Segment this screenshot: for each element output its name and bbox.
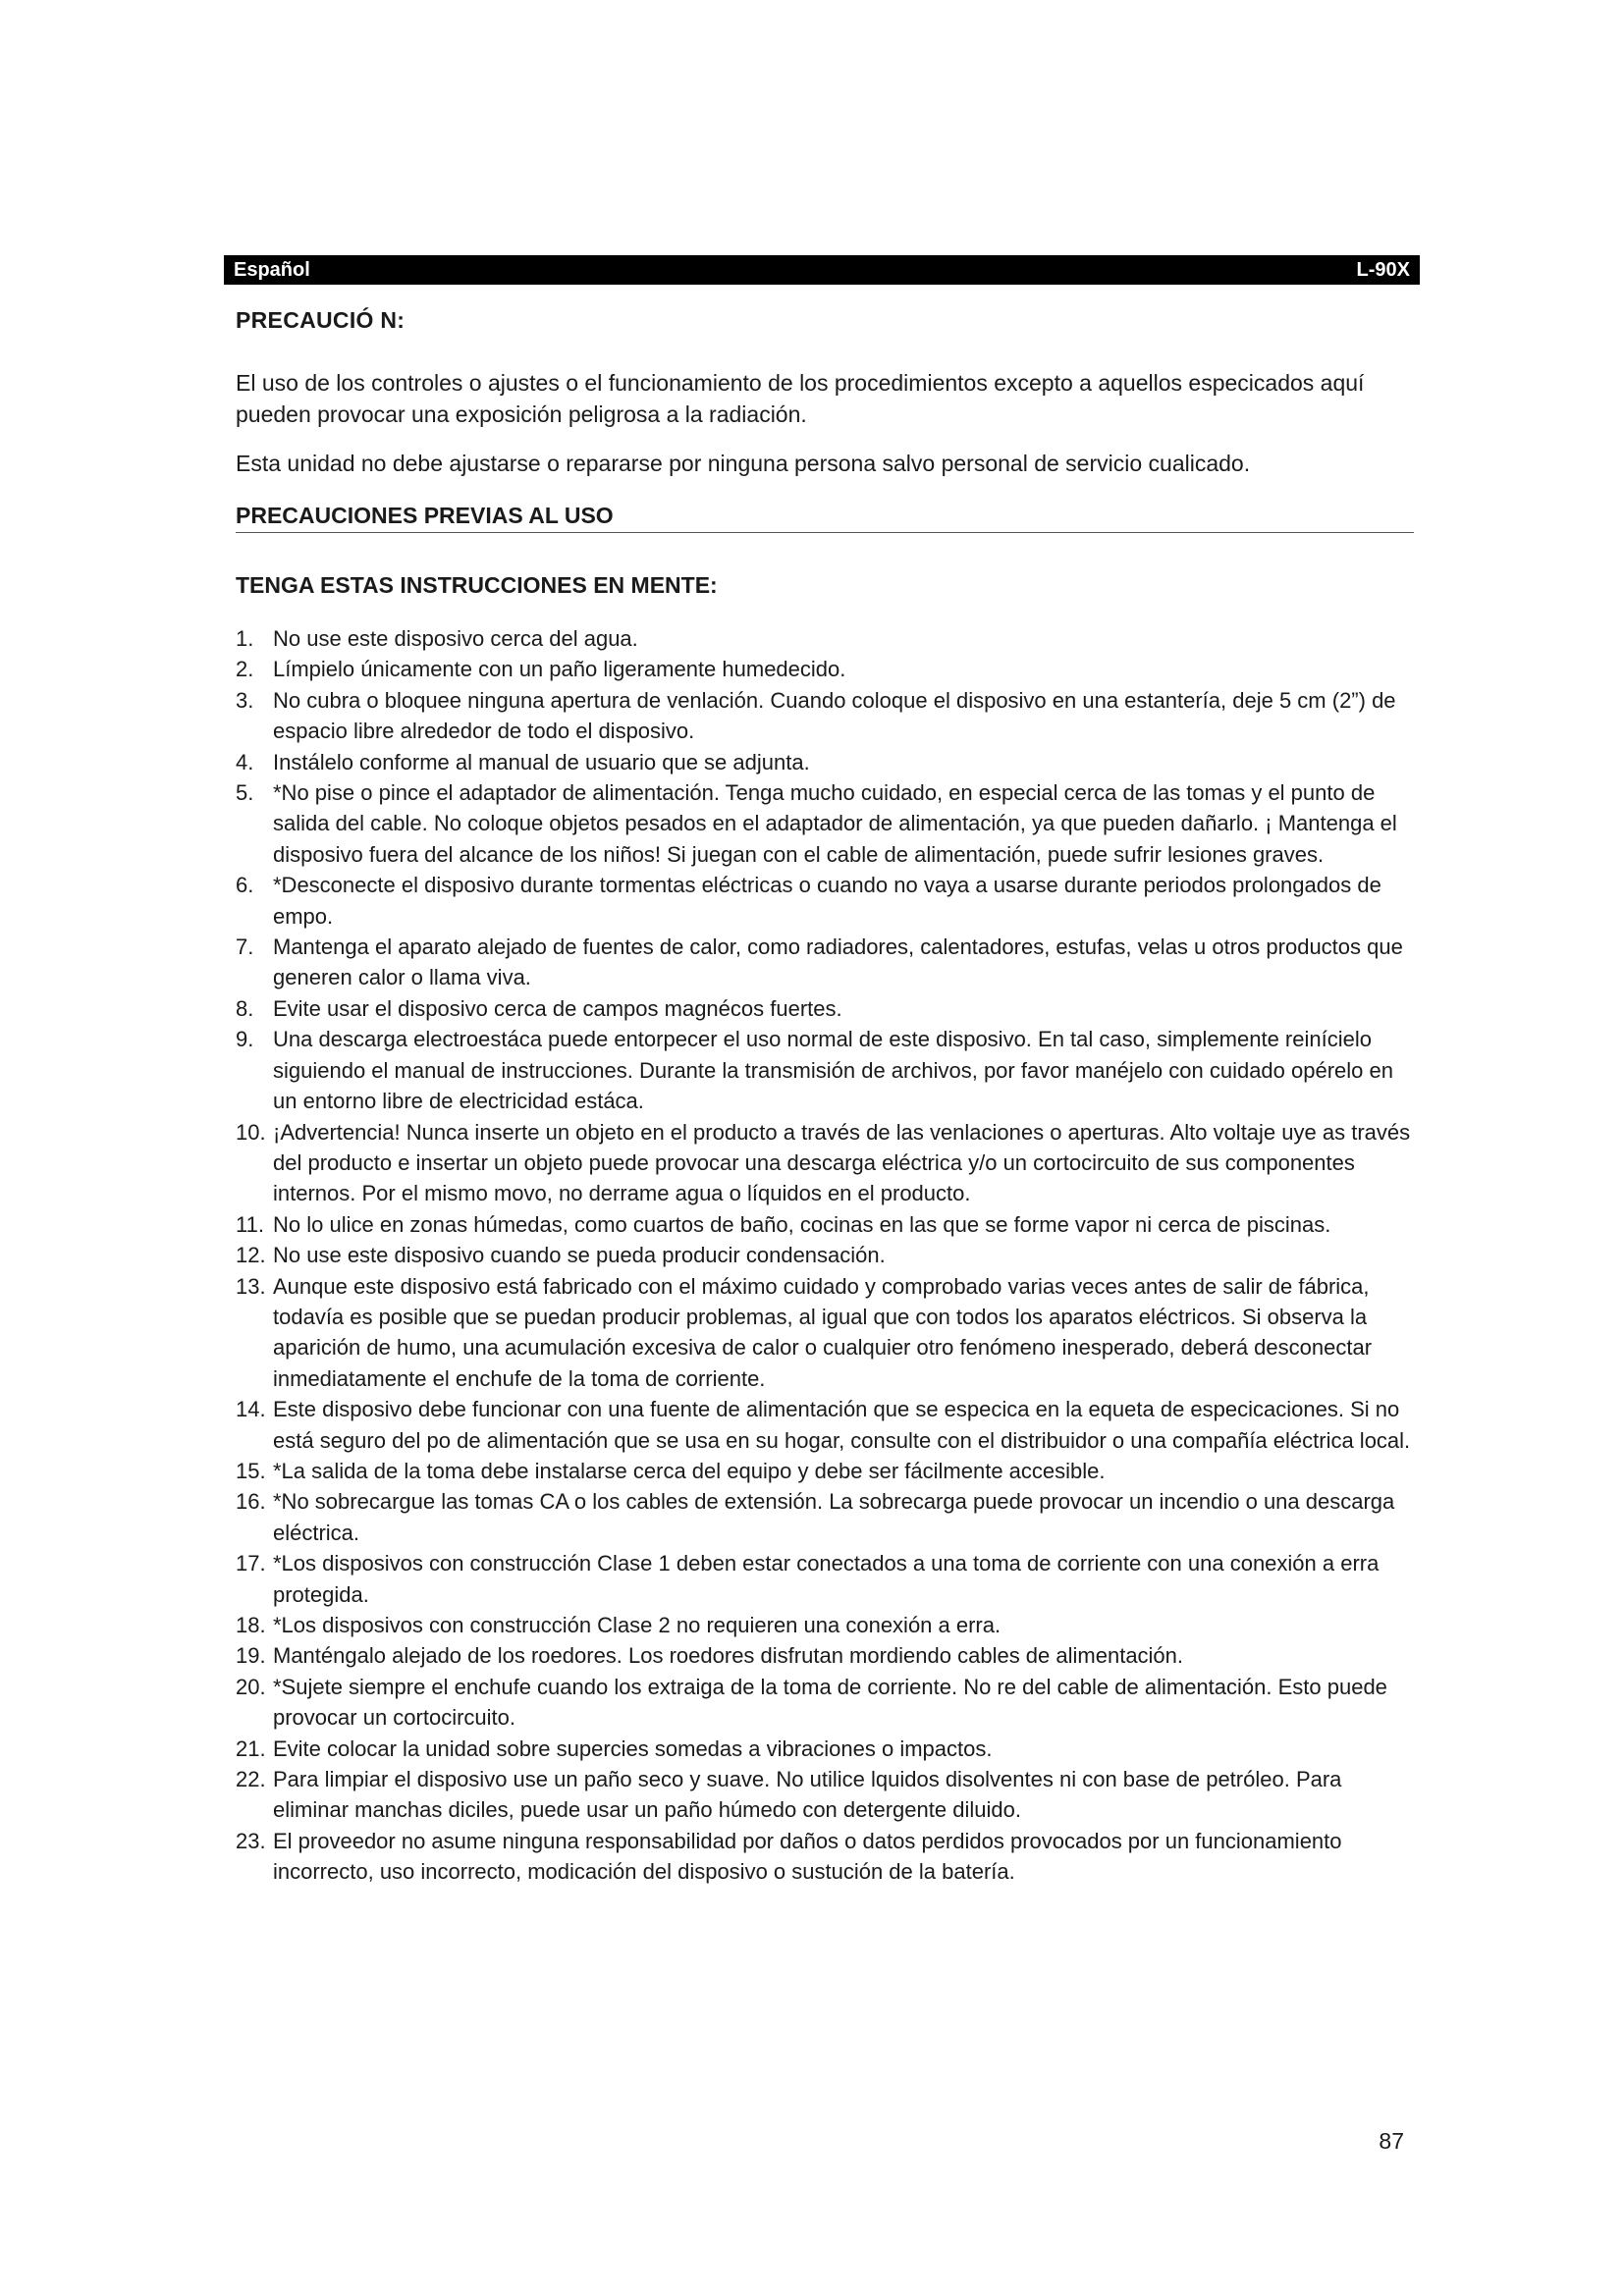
item-text: Límpielo únicamente con un paño ligeramente humedecido. [273, 657, 846, 682]
item-number: 14. [236, 1397, 266, 1422]
caution-paragraph-2: Esta unidad no debe ajustarse o repararse por ninguna persona salvo personal de servicio cualicado. [236, 451, 1251, 476]
item-number: 1. [236, 626, 254, 651]
item-number: 12. [236, 1243, 266, 1268]
list-item [236, 1610, 1414, 1640]
list-item [236, 1209, 1414, 1240]
item-text: *Los disposivos con construcción Clase 2 no requieren una conexión a erra. [273, 1613, 1001, 1637]
item-text: No lo ulice en zonas húmedas, como cuartos de baño, cocinas en las que se forme vapor ni cerca de piscinas. [273, 1211, 1331, 1237]
item-number: 20. [236, 1674, 266, 1699]
item-text: Para limpiar el disposivo use un paño seco y suave. No utilice lquidos disolventes ni con base de petróleo. Para eliminar manchas diciles, puede usar un paño húmedo con detergente diluido. [273, 1767, 1342, 1823]
instructions-subheading: TENGA ESTAS INSTRUCCIONES EN MENTE: [236, 572, 718, 598]
page-content [236, 299, 1414, 1888]
item-text: *No sobrecargue las tomas CA o los cables de extensión. La sobrecarga puede provocar un incendio o una descarga eléctrica. [273, 1489, 1395, 1545]
header-bar [224, 255, 1420, 285]
list-item [236, 654, 1414, 684]
list-item [236, 1240, 1414, 1270]
item-number: 4. [236, 749, 254, 774]
item-number: 23. [236, 1828, 266, 1853]
item-text: Evite colocar la unidad sobre supercies somedas a vibraciones o impactos. [273, 1735, 993, 1761]
precautions-heading: PRECAUCIONES PREVIAS AL USO [236, 501, 1414, 533]
item-number: 8. [236, 995, 254, 1021]
list-item [236, 623, 1414, 654]
list-item [236, 777, 1414, 870]
item-text: Evite usar el disposivo cerca de campos magnécos fuertes. [273, 995, 842, 1021]
list-item [236, 870, 1414, 932]
list-item [236, 1456, 1414, 1486]
item-number: 18. [236, 1613, 266, 1637]
item-number: 22. [236, 1767, 266, 1792]
list-item [236, 1271, 1414, 1395]
caution-paragraph-1: El uso de los controles o ajustes o el funcionamiento de los procedimientos excepto a aquellos especicados aquí pueden provocar una exposición peligrosa a la radiación. [236, 370, 1365, 427]
item-number: 6. [236, 873, 254, 898]
item-number: 13. [236, 1273, 266, 1299]
item-text: No cubra o bloquee ninguna apertura de venlación. Cuando coloque el disposivo en una estantería, deje 5 cm (2”) de espacio libre alrededor de todo el disposivo. [273, 687, 1396, 744]
item-text: Este disposivo debe funcionar con una fuente de alimentación que se especica en la equeta de especicaciones. Si no está seguro del po de alimentación que se usa en su hogar, consulte con el distribuidor o una compañía eléctrica local. [273, 1397, 1411, 1453]
list-item [236, 993, 1414, 1024]
list-item [236, 932, 1414, 993]
list-item [236, 1764, 1414, 1826]
item-text: Mantenga el aparato alejado de fuentes de calor, como radiadores, calentadores, estufas, velas u otros productos que generen calor o llama viva. [273, 934, 1403, 990]
list-item [236, 747, 1414, 777]
list-item [236, 1640, 1414, 1671]
item-number: 19. [236, 1643, 266, 1669]
list-item [236, 1672, 1414, 1734]
item-number: 17. [236, 1551, 266, 1576]
list-item [236, 1734, 1414, 1764]
item-number: 21. [236, 1735, 266, 1761]
item-number: 15. [236, 1458, 266, 1483]
item-text: No use este disposivo cuando se pueda producir condensación. [273, 1243, 886, 1268]
item-text: Una descarga electroestáca puede entorpecer el uso normal de este disposivo. En tal caso, simplemente reinícielo siguiendo el manual de instrucciones. Durante la transmisión de archivos, por favor manéjelo con cuidado opérelo en un entorno libre de electricidad estáca. [273, 1027, 1393, 1114]
item-number: 10. [236, 1119, 266, 1145]
item-text: Instálelo conforme al manual de usuario que se adjunta. [273, 749, 810, 774]
header-language: Español [234, 259, 310, 281]
page-number: 87 [1379, 2128, 1404, 2154]
item-number: 3. [236, 687, 254, 713]
item-text: No use este disposivo cerca del agua. [273, 626, 638, 651]
item-text: El proveedor no asume ninguna responsabilidad por daños o datos perdidos provocados por un funcionamiento incorrecto, uso incorrecto, modicación del disposivo o sustución de la batería. [273, 1828, 1342, 1885]
item-number: 2. [236, 657, 254, 682]
item-text: Aunque este disposivo está fabricado con el máximo cuidado y comprobado varias veces antes de salir de fábrica, todavía es posible que se puedan producir problemas, al igual que con todos los aparatos eléctricos. Si observa la aparición de humo, una acumulación excesiva de calor o cualquier otro fenómeno inesperado, deberá desconectar inmediatamente el enchufe de la toma de corriente. [273, 1273, 1373, 1391]
item-number: 11. [236, 1211, 264, 1237]
list-item [236, 1486, 1414, 1548]
list-item [236, 685, 1414, 747]
item-text: *La salida de la toma debe instalarse cerca del equipo y debe ser fácilmente accesible. [273, 1458, 1106, 1483]
list-item [236, 1024, 1414, 1116]
item-number: 9. [236, 1027, 254, 1052]
item-text: *Sujete siempre el enchufe cuando los extraiga de la toma de corriente. No re del cable de alimentación. Esto puede provocar un cortocircuito. [273, 1674, 1387, 1731]
item-number: 7. [236, 934, 254, 960]
item-number: 16. [236, 1489, 266, 1515]
item-text: Manténgalo alejado de los roedores. Los roedores disfrutan mordiendo cables de alimentación. [273, 1643, 1184, 1669]
item-text: ¡Advertencia! Nunca inserte un objeto en el producto a través de las venlaciones o aperturas. Alto voltaje uye as través del producto e insertar un objeto puede provocar una descarga eléctrica y/o un cortocircuito de sus componentes internos. Por el mismo movo, no derrame agua o líquidos en el producto. [273, 1119, 1411, 1206]
item-text: *Desconecte el disposivo durante tormentas eléctricas o cuando no vaya a usarse durante periodos prolongados de empo. [273, 873, 1381, 929]
item-number: 5. [236, 780, 254, 806]
list-item [236, 1826, 1414, 1888]
header-model: L-90X [1356, 259, 1410, 281]
list-item [236, 1394, 1414, 1456]
item-text: *No pise o pince el adaptador de alimentación. Tenga mucho cuidado, en especial cerca de las tomas y el punto de salida del cable. No coloque objetos pesados en el adaptador de alimentación, ya que pueden dañarlo. ¡ Mantenga el disposivo fuera del alcance de los niños! Si juegan con el cable de alimentación, puede sufrir lesiones graves. [273, 780, 1397, 867]
caution-title: PRECAUCIÓ N: [236, 307, 406, 333]
precautions-list [236, 623, 1414, 1888]
list-item [236, 1117, 1414, 1209]
list-item [236, 1548, 1414, 1610]
item-text: *Los disposivos con construcción Clase 1 deben estar conectados a una toma de corriente con una conexión a erra protegida. [273, 1551, 1380, 1607]
